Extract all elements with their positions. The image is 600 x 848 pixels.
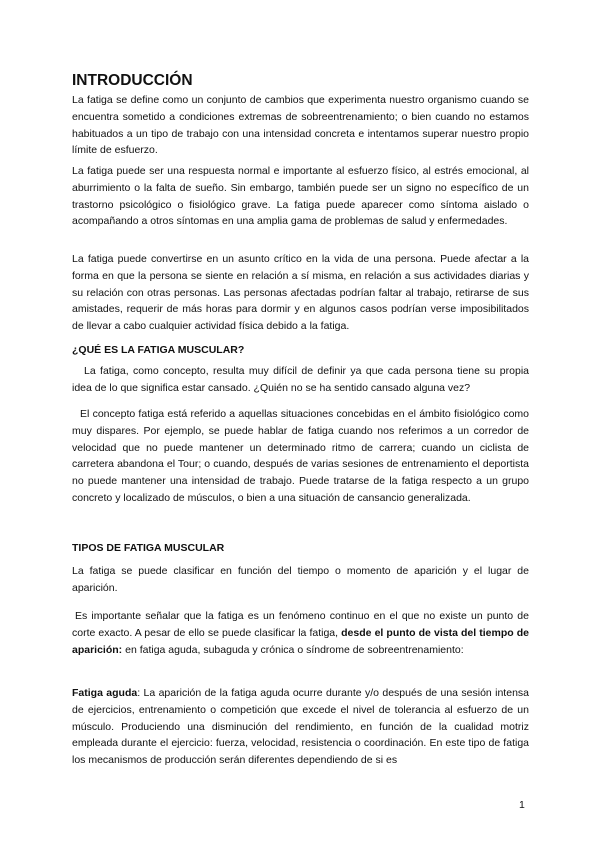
text-run: Es importante señalar que la fatiga es un fenómeno continuo en el que no existe un punto de corte exacto. A pesar de ello se puede clasificar la fatiga,: [72, 610, 529, 639]
page-number: 1: [519, 799, 525, 811]
paragraph-situations: El concepto fatiga está referido a aquellas situaciones concebidas en el ámbito fisiológico como muy dispares. Por ejemplo, se puede hablar de fatiga cuando nos referimos a un corredor de velocidad que no puede mantener un determinado ritmo de carrera; cuando un ciclista de carretera abandona el Tour; o cuando, después de varias sesiones de entrenamiento el deportista no puede mantener una intensidad de trabajo. Puede tratarse de la fatiga respecto a un grupo concreto y localizado de músculos, o bien a una situación de cansancio generalizada.: [72, 408, 529, 504]
paragraph-concept: La fatiga, como concepto, resulta muy difícil de definir ya que cada persona tiene su propia idea de lo que significa estar cansado. ¿Quién no se ha sentido cansado alguna vez?: [72, 365, 529, 394]
paragraph-continuous: [72, 608, 529, 658]
paragraph-response: La fatiga puede ser una respuesta normal e importante al esfuerzo físico, al estrés emocional, al aburrimiento o la falta de sueño. Sin embargo, también puede ser un signo no específico de un trastorno psicológico o fisiológico grave. La fatiga puede aparecer como síntoma aislado o acompañando a otros síntomas en una amplia gama de problemas de salud y enfermedades.: [72, 165, 529, 228]
text-run: : La aparición de la fatiga aguda ocurre durante y/o después de una sesión intensa de ejercicios, entrenamiento o competición que excede el nivel de tolerancia al esfuerzo de un músculo. Produciendo una disminución del rendimiento, en función de la cualidad motriz empleada durante el ejercicio: fuerza, velocidad, resistencia o coordinación. En este tipo de fatiga los mecanismos de producción serán diferentes dependiendo de si es: [72, 687, 529, 767]
page-title: INTRODUCCIÓN: [72, 72, 193, 89]
term-acute-fatigue: Fatiga aguda: [72, 687, 138, 699]
paragraph-classification: La fatiga se puede clasificar en función del tiempo o momento de aparición y el lugar de aparición.: [72, 565, 529, 594]
bold-phrase: desde el punto de vista del tiempo de aparición:: [72, 626, 529, 656]
paragraph-acute-fatigue: [72, 685, 529, 769]
paragraph-critical: La fatiga puede convertirse en un asunto crítico en la vida de una persona. Puede afectar a la forma en que la persona se siente en relación a sí misma, en relación a sus actividades diarias y su relación con otras personas. Las personas afectadas podrían faltar al trabajo, retirarse de sus amistades, requerir de más horas para dormir y en algunos casos podrían verse imposibilitados de llevar a cabo cualquier actividad física debido a la fatiga.: [72, 253, 529, 333]
paragraph-definition: La fatiga se define como un conjunto de cambios que experimenta nuestro organismo cuando se encuentra sometido a condiciones extremas de sobreentrenamiento; o bien cuando no estamos habituados a un tipo de trabajo con una intensidad concreta e intentamos superar nuestro propio límite de esfuerzo.: [72, 94, 529, 157]
section-heading-what-is: ¿QUÉ ES LA FATIGA MUSCULAR?: [72, 344, 245, 356]
text-run: en fatiga aguda, subaguda y crónica o síndrome de sobreentrenamiento:: [122, 643, 464, 656]
section-heading-types: TIPOS DE FATIGA MUSCULAR: [72, 542, 225, 554]
